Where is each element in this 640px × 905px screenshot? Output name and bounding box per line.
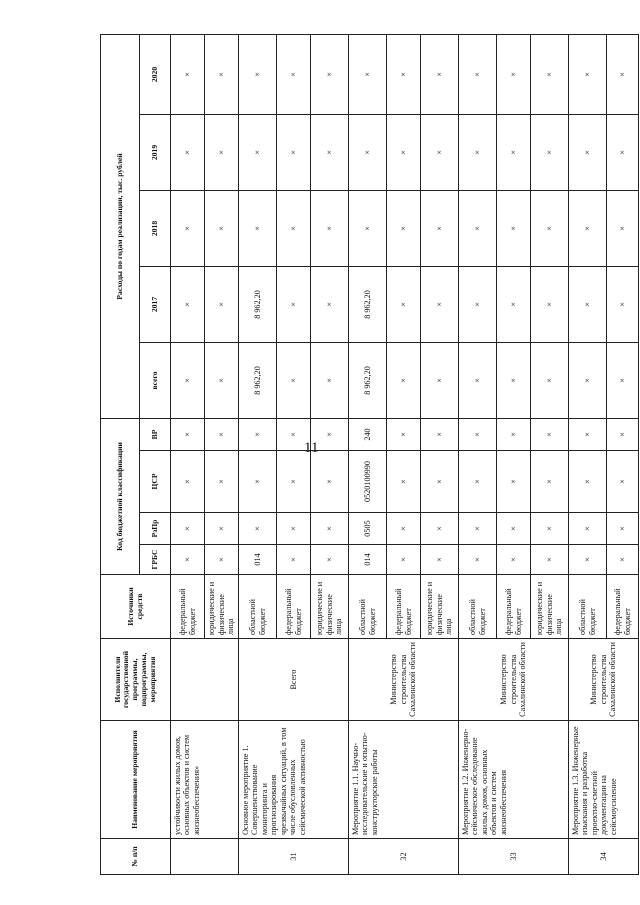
header-rzpr: РзПр <box>140 513 171 545</box>
header-2017: 2017 <box>140 266 171 342</box>
cell-y2017: × <box>387 266 421 342</box>
cell-y2019: × <box>459 114 497 190</box>
cell-y2020: × <box>349 34 387 114</box>
cell-y2017: × <box>171 266 205 342</box>
cell-total: × <box>421 342 459 418</box>
cell-total: × <box>311 342 349 418</box>
cell-y2017: 8 962,20 <box>239 266 277 342</box>
table-row <box>459 34 497 874</box>
cell-y2020: × <box>607 34 639 114</box>
header-executor: Исполнители государственной программы, подпрограммы, мероприятия <box>101 639 171 721</box>
measure-name: устойчивости жилых домов, основных объектов и систем жизнеобеспечения» <box>171 721 239 839</box>
funding-source: федеральный бюджет <box>387 575 421 639</box>
header-2019: 2019 <box>140 114 171 190</box>
cell-rzpr: × <box>459 513 497 545</box>
table-row <box>349 34 387 874</box>
cell-y2018: × <box>531 190 569 266</box>
cell-y2017: × <box>311 266 349 342</box>
cell-y2017: × <box>277 266 311 342</box>
cell-vr: × <box>421 418 459 450</box>
header-2018: 2018 <box>140 190 171 266</box>
funding-source: федеральный бюджет <box>497 575 531 639</box>
cell-rzpr: × <box>277 513 311 545</box>
cell-grbs: × <box>205 545 239 575</box>
header-vr: ВР <box>140 418 171 450</box>
cell-y2020: × <box>205 34 239 114</box>
measure-name: Мероприятие 1.1. Научно-исследовательские и опытно-конструкторские работы <box>349 721 459 839</box>
row-number: 32 <box>349 839 459 875</box>
cell-vr: 240 <box>349 418 387 450</box>
funding-source: областной бюджет <box>459 575 497 639</box>
cell-csr: × <box>277 451 311 513</box>
cell-y2018: × <box>421 190 459 266</box>
cell-rzpr: × <box>387 513 421 545</box>
cell-csr: 0520100990 <box>349 451 387 513</box>
cell-y2017: × <box>421 266 459 342</box>
cell-y2018: × <box>239 190 277 266</box>
cell-csr: × <box>171 451 205 513</box>
measure-name: Мероприятие 1.2. Инженерно-сейсмическое обследование жилых домов, основных объектов и систем жизнеобеспечения <box>459 721 569 839</box>
cell-csr: × <box>459 451 497 513</box>
row-number: 34 <box>569 839 639 875</box>
header-code-group: Код бюджетной классификации <box>101 418 140 574</box>
cell-grbs: 014 <box>239 545 277 575</box>
cell-total: × <box>205 342 239 418</box>
table-row <box>239 34 277 874</box>
cell-y2020: × <box>171 34 205 114</box>
cell-y2020: × <box>497 34 531 114</box>
cell-y2019: × <box>607 114 639 190</box>
cell-y2020: × <box>459 34 497 114</box>
cell-y2019: × <box>171 114 205 190</box>
cell-grbs: × <box>171 545 205 575</box>
funding-source: областной бюджет <box>239 575 277 639</box>
cell-vr: × <box>531 418 569 450</box>
header-2020: 2020 <box>140 34 171 114</box>
row-number <box>171 839 239 875</box>
cell-y2017: × <box>531 266 569 342</box>
cell-vr: × <box>205 418 239 450</box>
cell-y2020: × <box>239 34 277 114</box>
cell-y2017: × <box>569 266 607 342</box>
cell-y2017: × <box>459 266 497 342</box>
cell-vr: × <box>387 418 421 450</box>
row-number: 31 <box>239 839 349 875</box>
cell-vr: × <box>569 418 607 450</box>
cell-total: 8 962,20 <box>239 342 277 418</box>
cell-total: × <box>569 342 607 418</box>
header-expense-group: Расходы по годам реализации, тыс. рублей <box>101 34 140 418</box>
funding-source: федеральный бюджет <box>171 575 205 639</box>
cell-y2020: × <box>421 34 459 114</box>
cell-grbs: 014 <box>349 545 387 575</box>
row-number: 33 <box>459 839 569 875</box>
cell-y2020: × <box>531 34 569 114</box>
header-name: Наименование мероприятия <box>101 721 171 839</box>
funding-source: юридические и физические лица <box>205 575 239 639</box>
cell-total: × <box>531 342 569 418</box>
executor: Всего <box>239 639 349 721</box>
executor: Министерство строительства Сахалинской области <box>349 639 459 721</box>
cell-y2019: × <box>497 114 531 190</box>
cell-csr: × <box>421 451 459 513</box>
measure-name: Основное мероприятие 1. Совершенствование мониторинга и прогнозирования чрезвычайных ситуаций, в том числе обусловленных сейсмической активностью <box>239 721 349 839</box>
cell-csr: × <box>205 451 239 513</box>
cell-y2017: × <box>205 266 239 342</box>
cell-rzpr: × <box>569 513 607 545</box>
cell-grbs: × <box>387 545 421 575</box>
cell-rzpr: × <box>607 513 639 545</box>
cell-grbs: × <box>569 545 607 575</box>
cell-y2018: × <box>497 190 531 266</box>
cell-y2018: × <box>277 190 311 266</box>
cell-y2017: 8 962,20 <box>349 266 387 342</box>
cell-y2017: × <box>607 266 639 342</box>
cell-grbs: × <box>311 545 349 575</box>
cell-total: × <box>171 342 205 418</box>
cell-rzpr: × <box>171 513 205 545</box>
executor <box>171 639 239 721</box>
measure-name: Мероприятие 1.3. Инженерные изыскания и разработка проектно-сметной документации на сейсмоусиление <box>569 721 639 839</box>
cell-y2018: × <box>205 190 239 266</box>
cell-rzpr: × <box>421 513 459 545</box>
cell-y2020: × <box>277 34 311 114</box>
cell-grbs: × <box>497 545 531 575</box>
cell-y2019: × <box>205 114 239 190</box>
header-csr: ЦСР <box>140 451 171 513</box>
cell-csr: × <box>607 451 639 513</box>
cell-y2019: × <box>421 114 459 190</box>
funding-source: областной бюджет <box>349 575 387 639</box>
cell-y2020: × <box>387 34 421 114</box>
cell-vr: × <box>239 418 277 450</box>
cell-csr: × <box>311 451 349 513</box>
cell-vr: × <box>277 418 311 450</box>
page-number: 11 <box>304 440 319 456</box>
funding-source: юридические и физические лица <box>421 575 459 639</box>
cell-total: 8 962,20 <box>349 342 387 418</box>
header-grbs: ГРБС <box>140 545 171 575</box>
funding-source: федеральный бюджет <box>277 575 311 639</box>
table-container <box>100 35 632 875</box>
rotated-table <box>100 35 632 875</box>
cell-y2019: × <box>387 114 421 190</box>
table-body <box>171 34 639 874</box>
cell-rzpr: × <box>497 513 531 545</box>
cell-total: × <box>459 342 497 418</box>
cell-y2018: × <box>349 190 387 266</box>
cell-total: × <box>607 342 639 418</box>
cell-vr: × <box>459 418 497 450</box>
budget-table <box>100 34 639 875</box>
header-num: № п/п <box>101 839 171 875</box>
funding-source: юридические и физические лица <box>311 575 349 639</box>
cell-grbs: × <box>607 545 639 575</box>
cell-y2020: × <box>569 34 607 114</box>
funding-source: областной бюджет <box>569 575 607 639</box>
cell-y2019: × <box>531 114 569 190</box>
cell-y2019: × <box>277 114 311 190</box>
cell-y2018: × <box>387 190 421 266</box>
table-row <box>569 34 607 874</box>
header-source: Источники средств <box>101 575 171 639</box>
cell-rzpr: × <box>531 513 569 545</box>
cell-vr: × <box>171 418 205 450</box>
cell-vr: × <box>497 418 531 450</box>
cell-rzpr: × <box>311 513 349 545</box>
cell-rzpr: × <box>205 513 239 545</box>
cell-y2017: × <box>497 266 531 342</box>
cell-grbs: × <box>277 545 311 575</box>
cell-y2019: × <box>349 114 387 190</box>
cell-y2019: × <box>569 114 607 190</box>
cell-y2019: × <box>311 114 349 190</box>
cell-y2018: × <box>569 190 607 266</box>
cell-csr: × <box>239 451 277 513</box>
executor: Министерство строительства Сахалинской области <box>459 639 569 721</box>
funding-source: юридические и физические лица <box>531 575 569 639</box>
executor: Министерство строительства Сахалинской области <box>569 639 639 721</box>
cell-csr: × <box>387 451 421 513</box>
cell-total: × <box>497 342 531 418</box>
cell-y2019: × <box>239 114 277 190</box>
cell-total: × <box>277 342 311 418</box>
cell-rzpr: × <box>239 513 277 545</box>
header-total: всего <box>140 342 171 418</box>
cell-y2018: × <box>459 190 497 266</box>
cell-grbs: × <box>459 545 497 575</box>
cell-y2018: × <box>171 190 205 266</box>
cell-grbs: × <box>421 545 459 575</box>
cell-y2018: × <box>311 190 349 266</box>
cell-vr: × <box>607 418 639 450</box>
table-row <box>171 34 205 874</box>
cell-csr: × <box>497 451 531 513</box>
cell-y2018: × <box>607 190 639 266</box>
cell-total: × <box>387 342 421 418</box>
funding-source: федеральный бюджет <box>607 575 639 639</box>
cell-y2020: × <box>311 34 349 114</box>
cell-csr: × <box>531 451 569 513</box>
cell-vr: × <box>311 418 349 450</box>
cell-csr: × <box>569 451 607 513</box>
cell-grbs: × <box>531 545 569 575</box>
cell-rzpr: 0505 <box>349 513 387 545</box>
